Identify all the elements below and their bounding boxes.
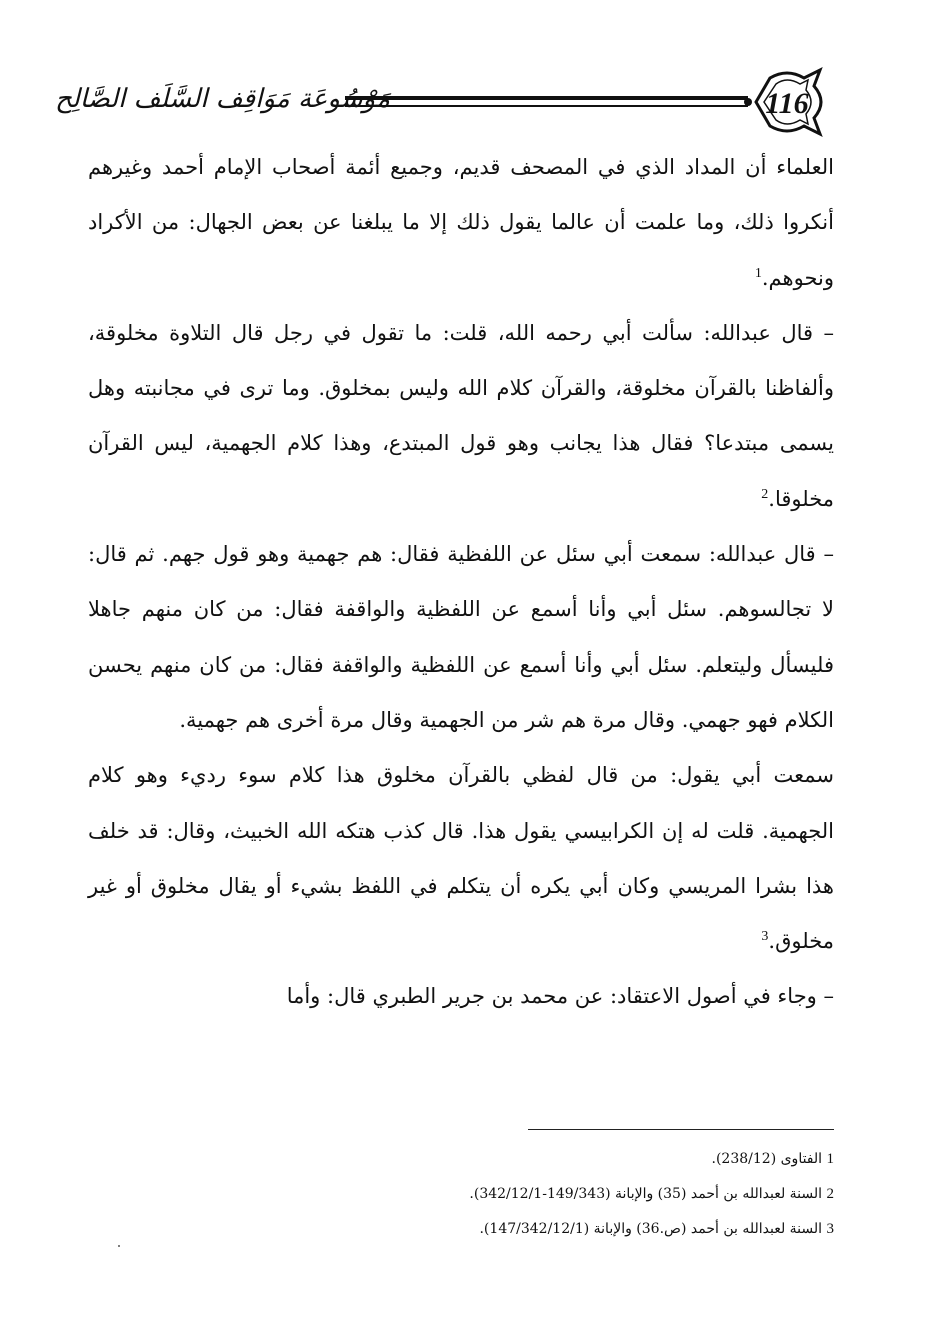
paragraph xyxy=(88,969,834,1024)
footnotes xyxy=(360,1142,834,1247)
paragraph xyxy=(88,140,834,306)
footnote xyxy=(360,1212,834,1247)
paragraph-text: – قال عبدالله: سمعت أبي سئل عن اللفظية فقال: هم جهمية وهو قول جهم. ثم قال: لا تجالسوهم. سئل أبي وأنا أسمع عن اللفظية والواقفة فقال: من كان منهم جاهلا فليسأل وليتعلم. سئل أبي وأنا أسمع عن اللفظية والواقفة فقال: من كان منهم يحسن الكلام فهو جهمي. وقال مرة هم شر من الجهمية وقال مرة أخرى هم جهمية. xyxy=(88,542,834,732)
paragraph-text: – قال عبدالله: سألت أبي رحمه الله، قلت: ما تقول في رجل قال التلاوة مخلوقة، وألفاظنا بالقرآن مخلوقة، والقرآن كلام الله وليس بمخلوق. وما ترى في مجانبته وهل يسمى مبتدعا؟ فقال هذا يجانب وهو قول المبتدع، وهذا كلام الجهمية، ليس القرآن مخلوقا. xyxy=(88,320,834,511)
footnote-text: الفتاوى (238/12). xyxy=(711,1151,823,1167)
page-header xyxy=(55,64,840,146)
paragraph-text: العلماء أن المداد الذي في المصحف قديم، وجميع أئمة أصحاب الإمام أحمد وغيرهم أنكروا ذلك، وما علمت أن عالما يقول ذلك إلا ما يبلغنا عن بعض الجهال: من الأكراد ونحوهم. xyxy=(88,155,834,290)
paragraph xyxy=(88,527,834,748)
footnote xyxy=(360,1142,834,1177)
footnote xyxy=(360,1177,834,1212)
footnote-ref: 1 xyxy=(754,265,762,281)
page-number: 116 xyxy=(765,87,809,120)
paragraph xyxy=(88,306,834,527)
footnote-number: 2 xyxy=(826,1186,834,1202)
footnote-text: السنة لعبدالله بن أحمد (ص.36) والإبانة (147/342/12/1). xyxy=(479,1221,823,1237)
footnote-ref: 3 xyxy=(761,929,769,945)
footnote-text: السنة لعبدالله بن أحمد (35) والإبانة (149/343-342/12/1). xyxy=(469,1186,823,1202)
footnote-number: 3 xyxy=(826,1221,834,1237)
footnote-number: 1 xyxy=(826,1151,834,1167)
main-text xyxy=(88,140,834,1025)
book-title: مَوْسُوعَة مَوَاقِف السَّلَف الصَّالِح xyxy=(55,84,390,114)
paragraph xyxy=(88,748,834,969)
footnote-ref: 2 xyxy=(761,486,769,502)
paragraph-text: – وجاء في أصول الاعتقاد: عن محمد بن جرير الطبري قال: وأما xyxy=(286,984,834,1009)
scan-speck xyxy=(118,1245,120,1247)
paragraph-text: سمعت أبي يقول: من قال لفظي بالقرآن مخلوق هذا كلام سوء رديء وهو كلام الجهمية. قلت له إن الكرابيسي يقول هذا. قال كذب هتكه الله الخبيث، وقال: قد خلف هذا بشرا المريسي وكان أبي يكره أن يتكلم في اللفظ بشيء أو يقال مخلوق أو غير مخلوق. xyxy=(88,763,834,954)
footnote-divider xyxy=(528,1129,834,1130)
